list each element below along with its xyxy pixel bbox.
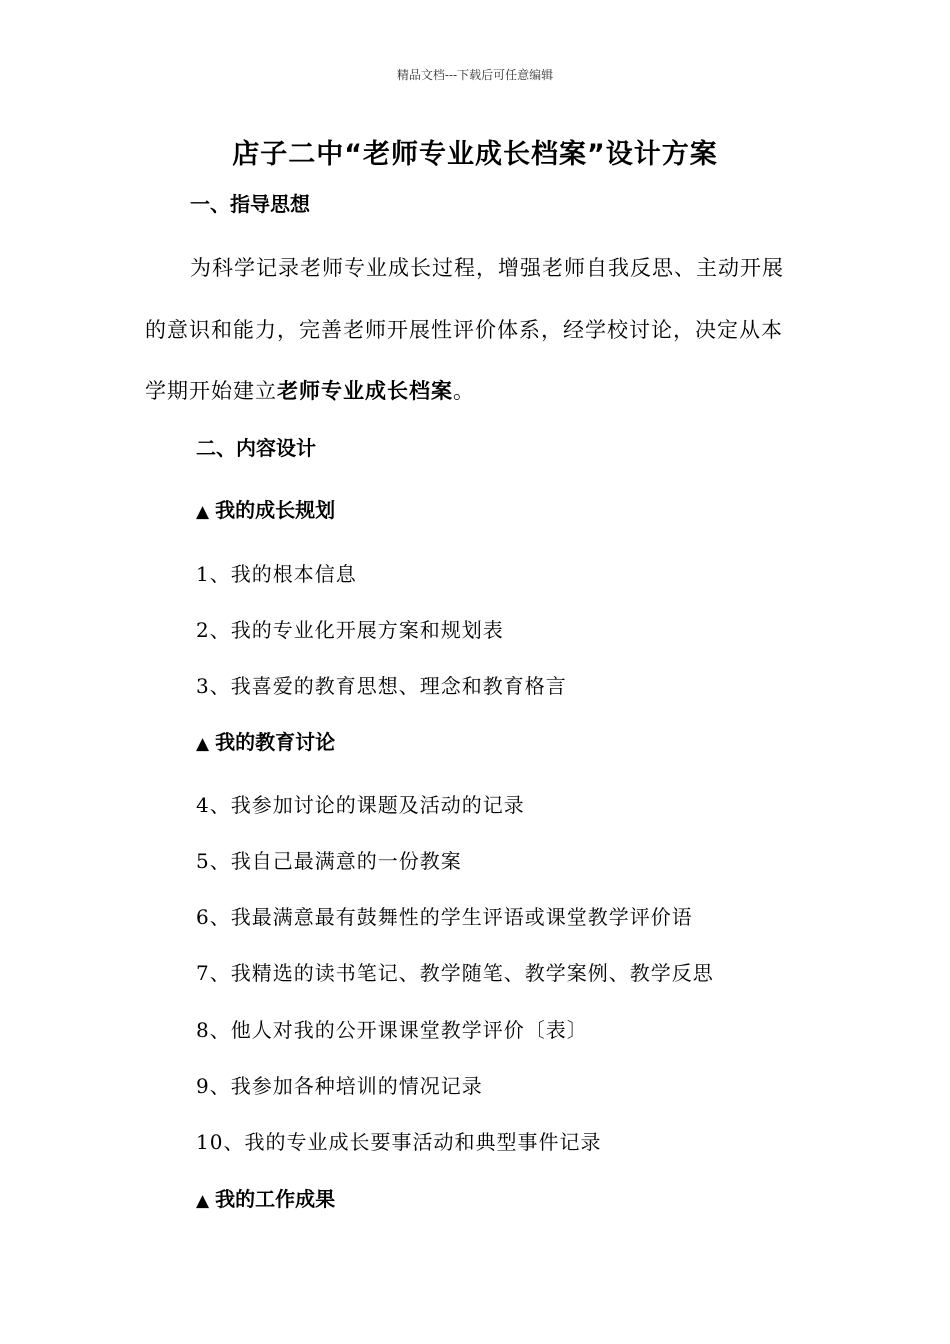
subheading-label: 我的教育讨论 xyxy=(215,730,336,754)
triangle-marker-icon: ▲ xyxy=(196,1191,210,1211)
subheading-work-results xyxy=(196,1183,335,1212)
list-item: 2、我的专业化开展方案和规划表 xyxy=(196,618,504,642)
paragraph-line-3-suffix: 。 xyxy=(453,379,475,403)
section-heading-content-design: 二、内容设计 xyxy=(196,436,316,460)
paragraph-line-3 xyxy=(145,375,475,405)
list-item: 5、我自己最满意的一份教案 xyxy=(196,849,462,873)
list-item: 3、我喜爱的教育思想、理念和教育格言 xyxy=(196,674,567,698)
paragraph-line-3-bold-term: 老师专业成长档案 xyxy=(277,379,453,403)
list-item: 9、我参加各种培训的情况记录 xyxy=(196,1074,483,1098)
subheading-label: 我的工作成果 xyxy=(215,1187,336,1211)
paragraph-line-1: 为科学记录老师专业成长过程，增强老师自我反思、主动开展 xyxy=(190,256,784,280)
page-header-note: 精品文档---下载后可任意编辑 xyxy=(396,68,554,82)
list-item: 4、我参加讨论的课题及活动的记录 xyxy=(196,793,525,817)
list-item: 7、我精选的读书笔记、教学随笔、教学案例、教学反思 xyxy=(196,961,714,985)
triangle-marker-icon: ▲ xyxy=(196,502,210,522)
document-title: 店子二中“老师专业成长档案”设计方案 xyxy=(232,139,718,170)
subheading-label: 我的成长规划 xyxy=(215,498,336,522)
paragraph-line-2: 的意识和能力，完善老师开展性评价体系，经学校讨论，决定从本 xyxy=(145,318,783,342)
triangle-marker-icon: ▲ xyxy=(196,734,210,754)
list-item: 6、我最满意最有鼓舞性的学生评语或课堂教学评价语 xyxy=(196,905,693,929)
list-item: 8、他人对我的公开课课堂教学评价〔表〕 xyxy=(196,1018,588,1042)
section-heading-guiding-thought: 一、指导思想 xyxy=(190,192,310,216)
subheading-education-discussion xyxy=(196,726,335,755)
paragraph-line-3-prefix: 学期开始建立 xyxy=(145,379,277,403)
list-item: 10、我的专业成长要事活动和典型事件记录 xyxy=(196,1130,602,1154)
list-item: 1、我的根本信息 xyxy=(196,562,357,586)
subheading-growth-plan xyxy=(196,494,335,523)
